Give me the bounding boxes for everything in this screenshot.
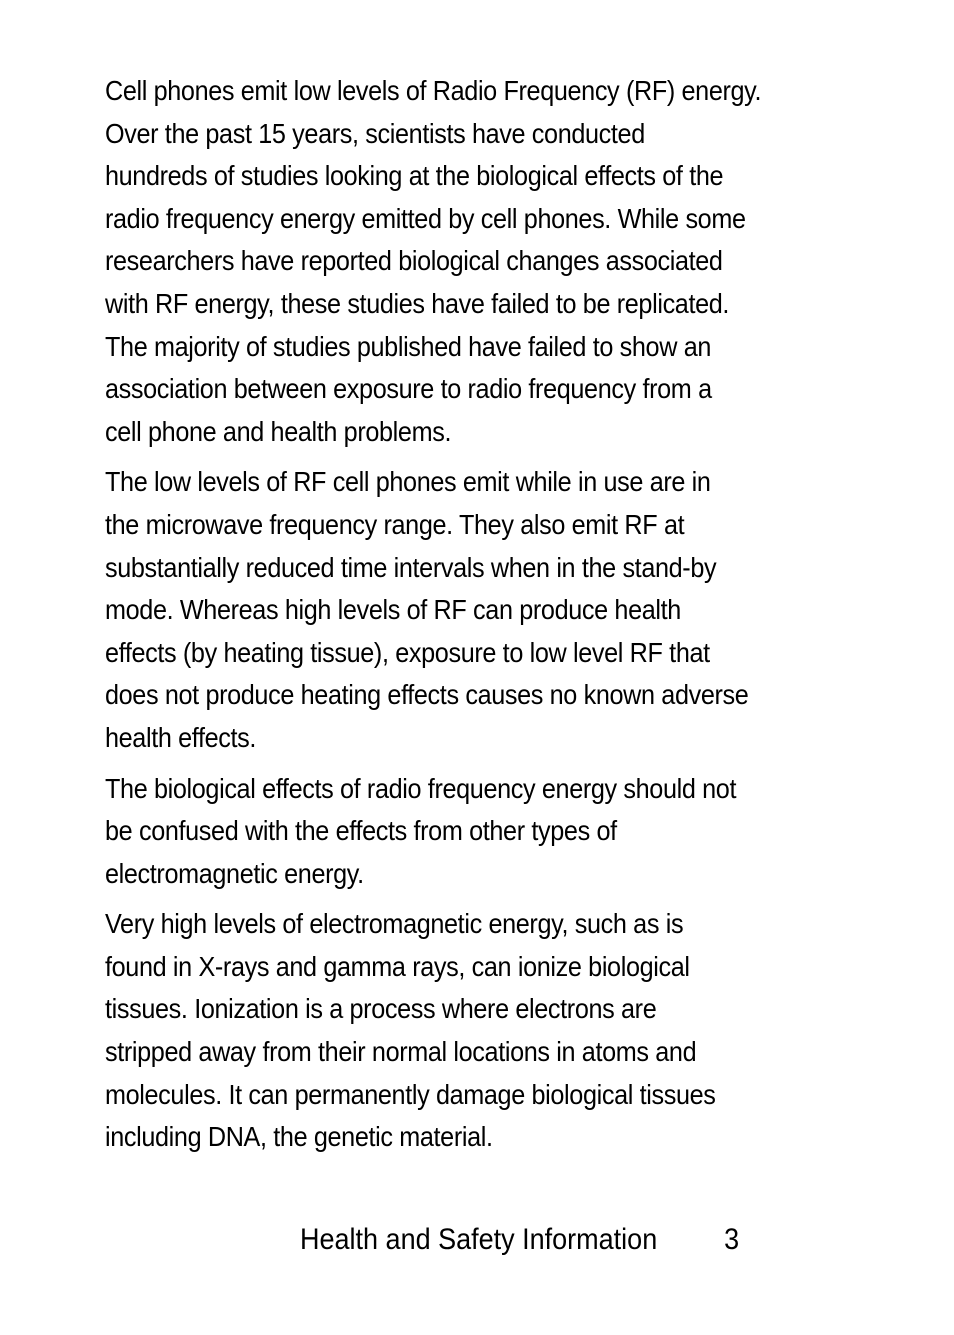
text-line: substantially reduced time intervals when in the stand-by xyxy=(105,551,717,583)
text-line: be confused with the effects from other types of xyxy=(105,815,617,847)
text-line: molecules. It can permanently damage biological tissues xyxy=(105,1078,716,1110)
text-line: the microwave frequency range. They also emit RF at xyxy=(105,508,685,540)
text-line: with RF energy, these studies have failed to be replicated. xyxy=(105,287,730,319)
text-line: association between exposure to radio frequency from a xyxy=(105,373,712,405)
text-line: The biological effects of radio frequency energy should not xyxy=(105,772,737,804)
text-line: The majority of studies published have failed to show an xyxy=(105,330,712,362)
text-line: including DNA, the genetic material. xyxy=(105,1121,493,1153)
text-line: cell phone and health problems. xyxy=(105,415,452,447)
text-line: effects (by heating tissue), exposure to low level RF that xyxy=(105,636,710,668)
text-line: found in X-rays and gamma rays, can ionize biological xyxy=(105,950,690,982)
text-line: hundreds of studies looking at the biological effects of the xyxy=(105,160,724,192)
text-line: Over the past 15 years, scientists have conducted xyxy=(105,117,645,149)
text-line: Very high levels of electromagnetic energy, such as is xyxy=(105,908,684,940)
text-line: radio frequency energy emitted by cell phones. While some xyxy=(105,202,746,234)
text-line: tissues. Ionization is a process where electrons are xyxy=(105,993,657,1025)
text-line: electromagnetic energy. xyxy=(105,857,364,889)
paragraph-ionization xyxy=(105,903,852,1159)
text-line: The low levels of RF cell phones emit while in use are in xyxy=(105,466,711,498)
document-body xyxy=(105,70,845,1167)
text-line: Cell phones emit low levels of Radio Frequency (RF) energy. xyxy=(105,75,762,106)
paragraph-low-levels xyxy=(105,461,852,759)
footer-section-title: Health and Safety Information xyxy=(300,1223,658,1256)
text-line: stripped away from their normal locations in atoms and xyxy=(105,1036,697,1068)
text-line: does not produce heating effects causes no known adverse xyxy=(105,679,749,711)
page-number: 3 xyxy=(724,1223,740,1256)
paragraph-biological-effects xyxy=(105,768,852,896)
text-line: health effects. xyxy=(105,721,257,753)
page-footer xyxy=(300,1218,739,1262)
paragraph-rf-studies xyxy=(105,70,852,453)
text-line: researchers have reported biological changes associated xyxy=(105,245,723,277)
text-line: mode. Whereas high levels of RF can produce health xyxy=(105,594,681,626)
